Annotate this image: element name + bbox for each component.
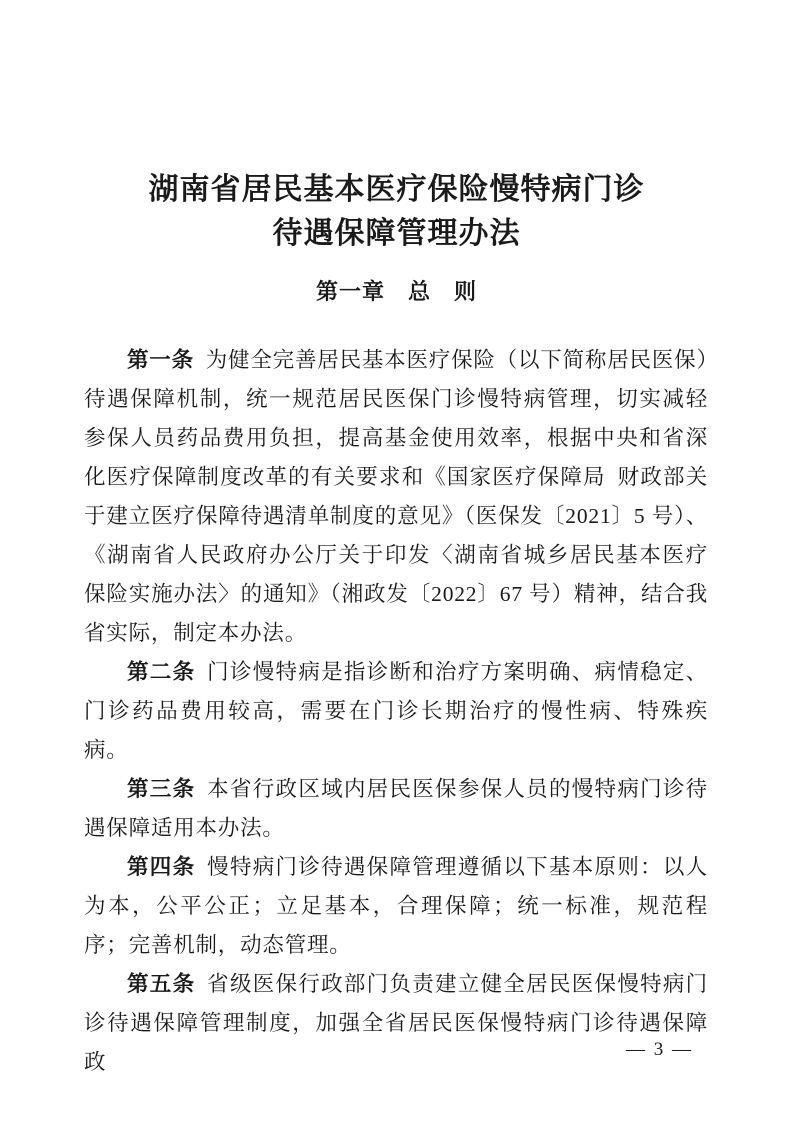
article-paragraph-1 — [84, 341, 708, 653]
document-title-line-2: 待遇保障管理办法 — [272, 217, 521, 250]
article-paragraph-2 — [84, 653, 708, 770]
article-3-number: 第三条 — [127, 777, 196, 801]
article-1-text: 为健全完善居民基本医疗保险（以下简称居民医保）待遇保障机制，统一规范居民医保门诊慢特病管理，切实减轻参保人员药品费用负担，提高基金使用效率，根据中央和省深化医疗保障制度改革的有关要求和《国家医疗保障局 财政部关于建立医疗保障待遇清单制度的意见》（医保发〔2021〕5 号）、《湖南省人民政府办公厅关于印发〈湖南省城乡居民基本医疗保险实施办法〉的通知》（湘政发〔2022〕67 号）精神，结合我省实际，制定本办法。 — [84, 348, 708, 645]
article-1-number: 第一条 — [127, 348, 194, 372]
document-title — [0, 0, 793, 256]
article-2-number: 第二条 — [127, 660, 196, 684]
article-5-number: 第五条 — [127, 972, 196, 996]
page-number: — 3 — — [626, 1039, 693, 1060]
chapter-heading: 第一章 总 则 — [315, 279, 477, 304]
article-4-text: 慢特病门诊待遇保障管理遵循以下基本原则：以人为本，公平公正；立足基本，合理保障；统一标准，规范程序；完善机制，动态管理。 — [84, 855, 708, 957]
article-5-text: 省级医保行政部门负责建立健全居民医保慢特病门诊待遇保障管理制度，加强全省居民医保慢特病门诊待遇保障政 — [84, 972, 708, 1074]
article-3-text: 本省行政区域内居民医保参保人员的慢特病门诊待遇保障适用本办法。 — [84, 777, 708, 840]
document-body — [84, 341, 708, 1082]
article-4-number: 第四条 — [127, 855, 196, 879]
article-paragraph-4 — [84, 848, 708, 965]
document-title-line-1: 湖南省居民基本医疗保险慢特病门诊 — [148, 173, 645, 206]
article-paragraph-3 — [84, 770, 708, 848]
article-2-text: 门诊慢特病是指诊断和治疗方案明确、病情稳定、门诊药品费用较高，需要在门诊长期治疗的慢性病、特殊疾病。 — [84, 660, 708, 762]
article-paragraph-5 — [84, 965, 708, 1082]
